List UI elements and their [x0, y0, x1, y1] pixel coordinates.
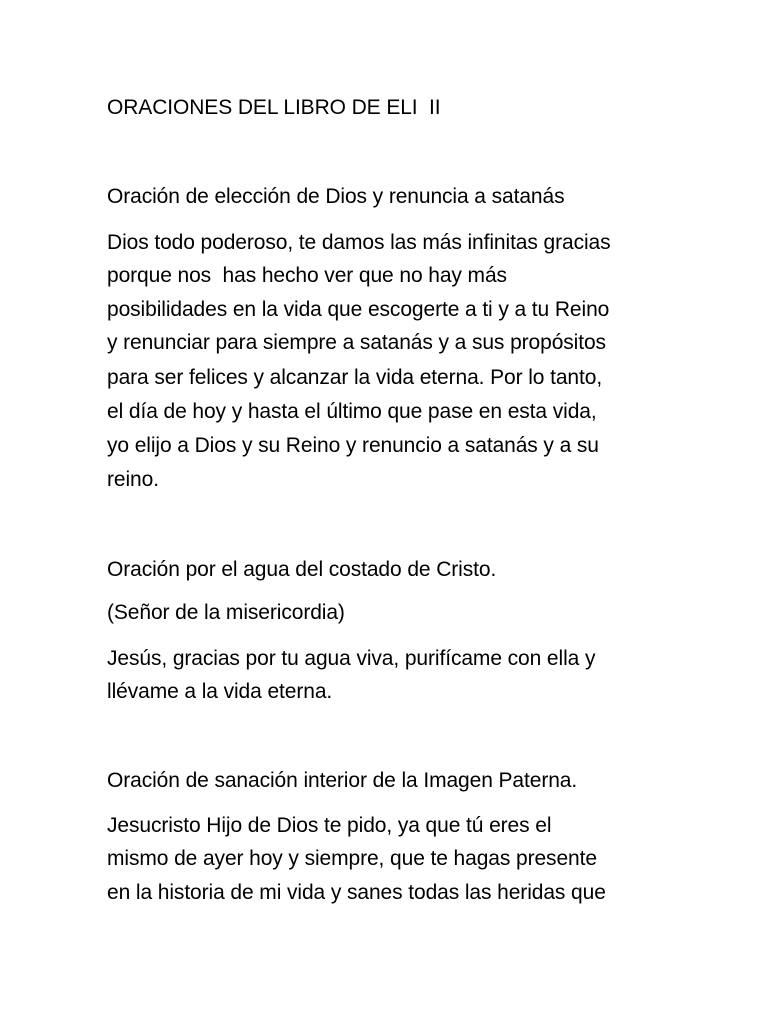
section-3-line-2: mismo de ayer hoy y siempre, que te hagas presente — [107, 847, 597, 870]
section-1-line-3: posibilidades en la vida que escogerte a ti y a tu Reino — [107, 298, 610, 321]
section-1-heading: Oración de elección de Dios y renuncia a satanás — [107, 185, 565, 208]
section-2-subheading: (Señor de la misericordia) — [107, 601, 345, 624]
document-title: ORACIONES DEL LIBRO DE ELI II — [107, 96, 441, 119]
section-2-line-1: Jesús, gracias por tu agua viva, purifícame con ella y — [107, 647, 596, 670]
section-1-line-8: reino. — [107, 468, 159, 491]
section-1-line-7: yo elijo a Dios y su Reino y renuncio a satanás y a su — [107, 434, 599, 457]
section-3-heading: Oración de sanación interior de la Imagen Paterna. — [107, 769, 578, 792]
section-1-line-6: el día de hoy y hasta el último que pase en esta vida, — [107, 400, 597, 423]
section-3-line-3: en la historia de mi vida y sanes todas las heridas que — [107, 881, 606, 904]
section-1-line-1: Dios todo poderoso, te damos las más infinitas gracias — [107, 231, 611, 254]
section-3-line-1: Jesucristo Hijo de Dios te pido, ya que tú eres el — [107, 814, 552, 837]
section-2-line-2: llévame a la vida eterna. — [107, 680, 333, 703]
section-1-line-5: para ser felices y alcanzar la vida eterna. Por lo tanto, — [107, 366, 603, 389]
section-2-heading: Oración por el agua del costado de Cristo. — [107, 558, 497, 581]
section-1-line-4: y renunciar para siempre a satanás y a sus propósitos — [107, 331, 606, 354]
section-1-line-2: porque nos has hecho ver que no hay más — [107, 264, 507, 287]
